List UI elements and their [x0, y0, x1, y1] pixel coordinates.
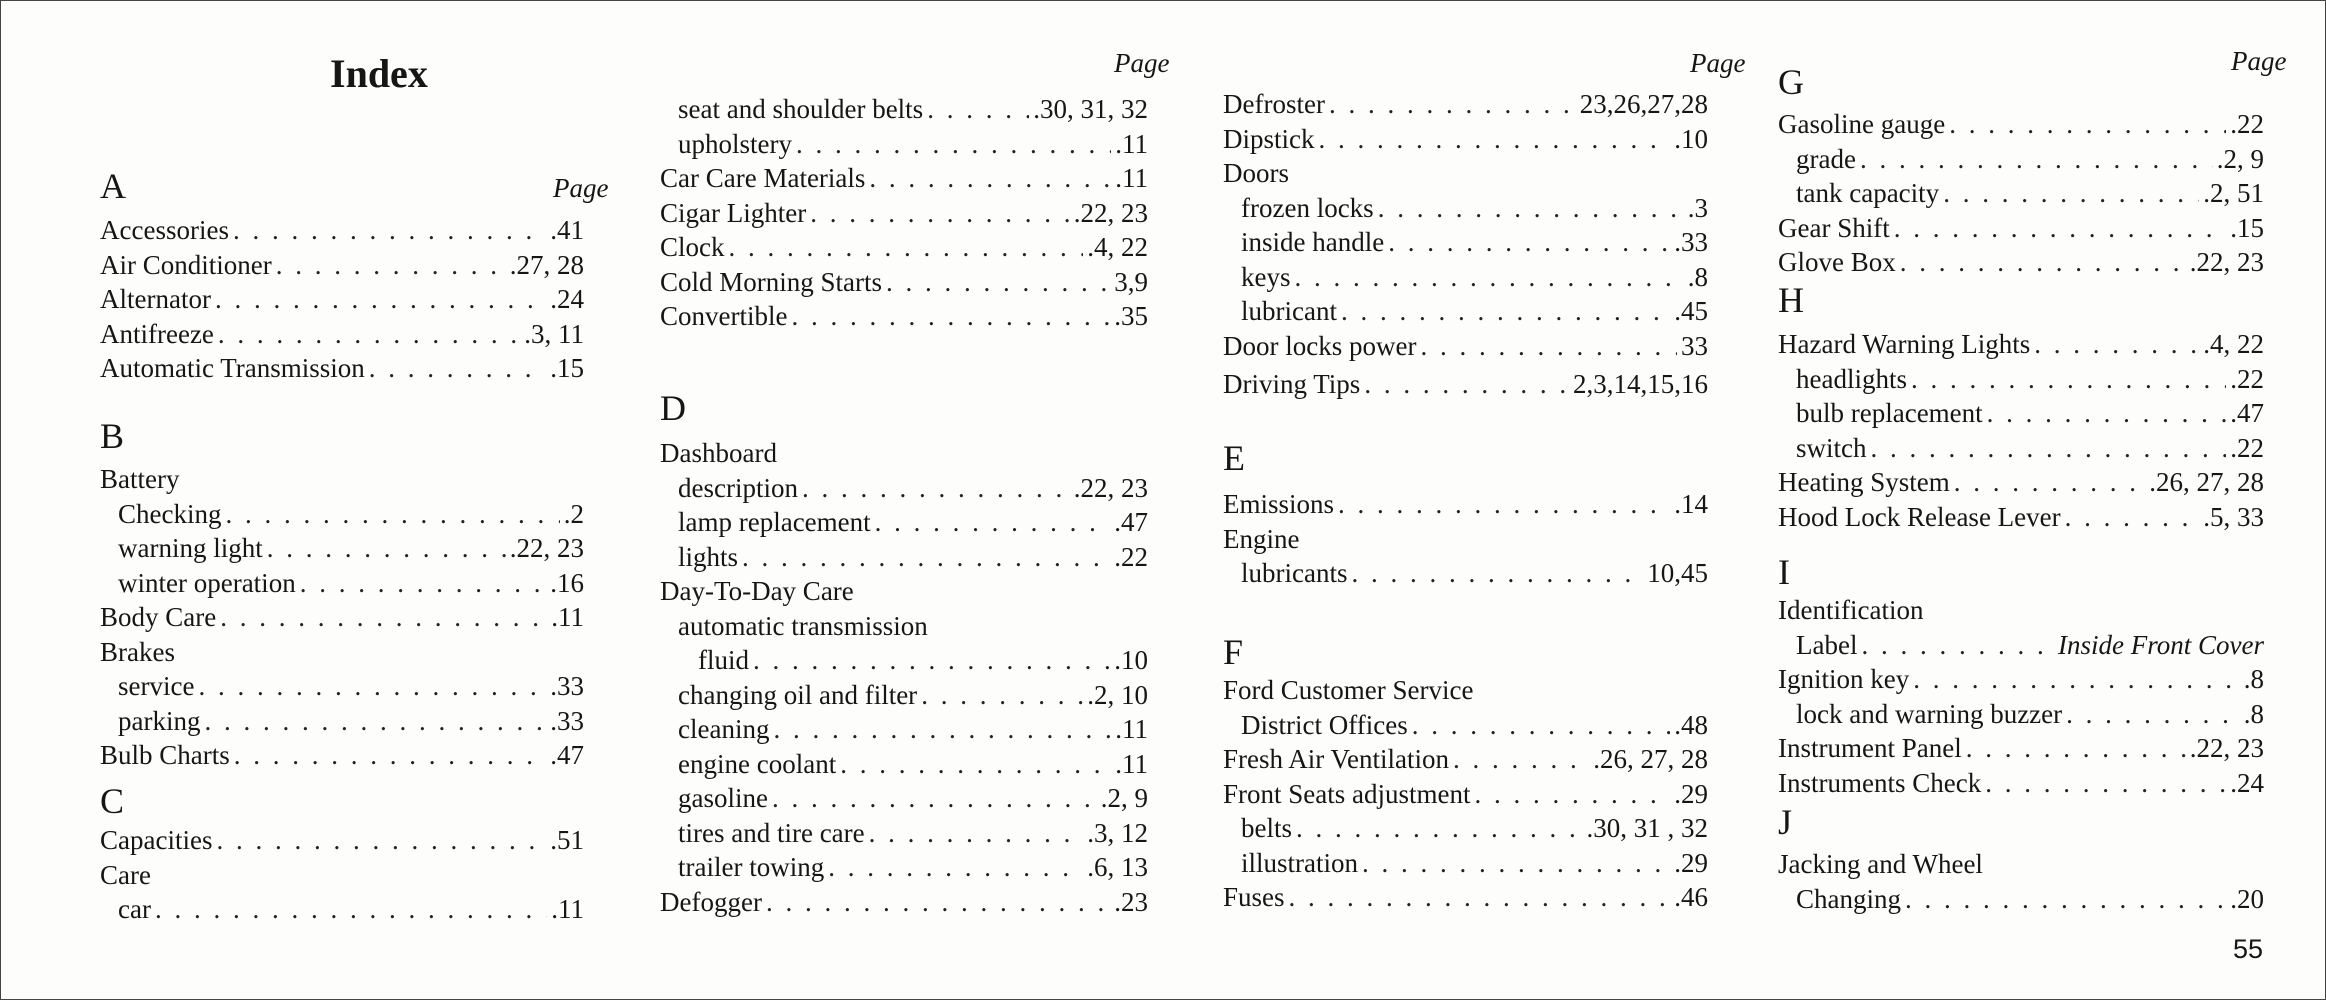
entry-label: District Offices	[1241, 709, 1408, 740]
dot-leader	[1341, 294, 1670, 328]
entry-label: Ford Customer Service	[1223, 675, 1474, 705]
index-entry	[698, 643, 1148, 677]
index-entry	[660, 196, 1148, 230]
entry-label: Battery	[100, 464, 180, 494]
index-entry	[100, 213, 584, 247]
index-entry	[1241, 294, 1708, 328]
entry-label: illustration	[1241, 847, 1358, 878]
page-header-col1: Page	[553, 173, 609, 203]
page-header-col4: Page	[2231, 46, 2287, 76]
entry-label: Heating System	[1778, 467, 1950, 497]
dot-leader	[198, 669, 546, 703]
entry-label: lights	[678, 541, 739, 572]
entry-label: Bulb Charts	[100, 740, 230, 770]
entry-pages: .51	[550, 825, 584, 855]
entry-pages: .45	[1674, 296, 1708, 326]
index-entry	[118, 892, 584, 926]
entry-label: Door locks power	[1223, 330, 1417, 361]
entry-label: seat and shoulder belts	[678, 94, 924, 124]
index-entry	[1796, 142, 2264, 176]
entry-label: belts	[1241, 813, 1292, 843]
index-entry	[678, 781, 1148, 815]
entry-label: Hood Lock Release Lever	[1778, 501, 2061, 532]
entry-label: Fuses	[1223, 882, 1285, 912]
dot-leader	[1943, 176, 2199, 210]
index-entry	[1778, 847, 2264, 881]
entry-label: fluid	[698, 645, 749, 675]
index-entry	[1223, 367, 1708, 401]
entry-label: inside handle	[1241, 227, 1385, 257]
dot-leader	[1474, 777, 1670, 811]
index-entry	[1223, 777, 1708, 811]
dot-leader	[1985, 766, 2226, 800]
index-entry	[100, 635, 584, 669]
entry-pages: .8	[1687, 261, 1708, 292]
entry-label: keys	[1241, 261, 1291, 292]
entry-pages: .47	[1114, 507, 1148, 537]
entry-pages: .26, 27, 28	[1593, 744, 1708, 774]
index-entry	[100, 738, 584, 772]
index-entry	[118, 669, 584, 703]
dot-leader	[234, 738, 546, 772]
entry-pages: .22, 23	[1073, 197, 1148, 228]
index-entry	[678, 609, 1148, 643]
entry-label: Brakes	[100, 636, 175, 667]
entry-pages: .4, 22	[1087, 232, 1148, 262]
entry-pages: .20	[2230, 883, 2264, 914]
entry-pages: .33	[1674, 227, 1708, 257]
index-entry	[660, 574, 1148, 608]
entry-label: lubricant	[1241, 296, 1337, 326]
entry-label: warning light	[118, 533, 263, 563]
entry-pages: .22, 23	[2189, 733, 2264, 763]
entry-label: service	[118, 671, 195, 701]
entry-pages: .3	[1687, 192, 1708, 223]
dot-leader	[791, 299, 1110, 333]
entry-label: Identification	[1778, 595, 1924, 625]
dot-leader	[1338, 487, 1670, 521]
index-entry	[1241, 846, 1708, 880]
entry-label: Cold Morning Starts	[660, 266, 883, 297]
index-entry	[1796, 882, 2264, 916]
section-letter: G	[1778, 62, 1804, 102]
entry-label: Instruments Check	[1778, 767, 1982, 798]
entry-label: description	[678, 472, 798, 503]
index-entry	[660, 265, 1148, 299]
index-entry	[1223, 673, 1708, 707]
section-letter: I	[1778, 552, 1790, 592]
index-title: Index	[330, 51, 428, 96]
dot-leader	[1949, 107, 2226, 141]
index-entry	[660, 230, 1148, 264]
index-entry	[1796, 697, 2264, 731]
entry-pages: .33	[550, 671, 584, 701]
entry-pages: .22	[2230, 432, 2264, 463]
index-entry	[1778, 327, 2264, 361]
dot-leader	[218, 317, 520, 351]
index-entry	[660, 885, 1148, 919]
entry-pages: .4, 22	[2203, 329, 2264, 359]
entry-label: lubricants	[1241, 558, 1348, 588]
index-entry	[1223, 880, 1708, 914]
dot-leader	[753, 643, 1110, 677]
section-letter: C	[100, 781, 125, 821]
entry-label: Gear Shift	[1778, 212, 1890, 243]
dot-leader	[869, 816, 1084, 850]
entry-label: Alternator	[100, 284, 211, 314]
index-entry	[1241, 191, 1708, 225]
entry-pages: .11	[551, 894, 584, 924]
entry-pages: .48	[1674, 709, 1708, 740]
entry-pages: .33	[550, 705, 584, 736]
index-entry	[1223, 487, 1708, 521]
index-entry	[678, 92, 1148, 126]
index-entry	[1778, 465, 2264, 499]
dot-leader	[220, 600, 547, 634]
entry-pages: .24	[550, 284, 584, 314]
index-entry	[1778, 731, 2264, 765]
dot-leader	[1295, 260, 1684, 294]
index-entry	[1796, 176, 2264, 210]
entry-label: tires and tire care	[678, 817, 865, 848]
index-entry	[678, 850, 1148, 884]
index-entry	[1778, 500, 2264, 534]
dot-leader	[1954, 465, 2146, 499]
entry-pages: .2	[563, 498, 584, 529]
entry-pages: .6, 13	[1087, 852, 1148, 882]
entry-pages: .22, 23	[1073, 472, 1148, 503]
index-entry	[1778, 245, 2264, 279]
entry-label: Capacities	[100, 825, 213, 855]
entry-label: Instrument Panel	[1778, 733, 1962, 763]
dot-leader	[927, 92, 1029, 126]
entry-label: Air Conditioner	[100, 249, 272, 280]
entry-label: Car Care Materials	[660, 163, 866, 193]
dot-leader	[840, 747, 1111, 781]
entry-pages: .41	[550, 215, 584, 245]
entry-pages: .11	[1115, 163, 1148, 193]
entry-pages: .2, 51	[2203, 178, 2264, 208]
index-entry	[678, 505, 1148, 539]
dot-leader	[2034, 327, 2199, 361]
section-letter: E	[1223, 438, 1245, 478]
index-entry	[100, 351, 584, 385]
dot-leader	[267, 531, 506, 565]
entry-pages: Inside Front Cover	[2058, 629, 2264, 660]
dot-leader	[1966, 731, 2186, 765]
entry-pages: .5, 33	[2203, 501, 2264, 532]
index-entry	[1223, 329, 1708, 363]
dot-leader	[1911, 362, 2226, 396]
entry-pages: .27, 28	[509, 249, 584, 280]
entry-pages: .23	[1114, 886, 1148, 917]
entry-label: Defogger	[660, 886, 762, 917]
index-entry	[100, 600, 584, 634]
entry-pages: 2,3,14,15,16	[1573, 368, 1708, 399]
entry-pages: .10	[1674, 123, 1708, 154]
index-entry	[1223, 522, 1708, 556]
dot-leader	[300, 566, 547, 600]
entry-pages: .3, 11	[524, 318, 584, 349]
entry-label: Day-To-Day Care	[660, 576, 854, 606]
index-entry	[1241, 225, 1708, 259]
dot-leader	[729, 230, 1084, 264]
entry-label: cleaning	[678, 714, 770, 744]
dot-leader	[1362, 846, 1670, 880]
index-entry	[118, 497, 584, 531]
entry-label: Body Care	[100, 602, 217, 632]
dot-leader	[875, 505, 1111, 539]
index-entry	[1778, 593, 2264, 627]
dot-leader	[369, 351, 546, 385]
entry-label: winter operation	[118, 567, 296, 598]
entry-pages: .30, 31, 32	[1033, 94, 1148, 124]
entry-pages: .35	[1114, 301, 1148, 331]
entry-pages: .2, 10	[1087, 679, 1148, 710]
page-header-col2: Page	[1114, 48, 1170, 78]
entry-label: Fresh Air Ventilation	[1223, 744, 1449, 774]
entry-label: Engine	[1223, 523, 1300, 554]
entry-label: bulb replacement	[1796, 398, 1983, 428]
entry-label: engine coolant	[678, 748, 837, 779]
index-entry	[1796, 362, 2264, 396]
entry-pages: .22	[1114, 541, 1148, 572]
index-entry	[1241, 708, 1708, 742]
dot-leader	[204, 704, 546, 738]
dot-leader	[1296, 811, 1583, 845]
dot-leader	[216, 823, 546, 857]
index-entry	[100, 823, 584, 857]
entry-label: Front Seats adjustment	[1223, 778, 1471, 809]
entry-pages: .22	[2230, 109, 2264, 139]
entry-pages: .24	[2230, 767, 2264, 798]
entry-pages: .8	[2243, 698, 2264, 729]
entry-label: Automatic Transmission	[100, 353, 365, 383]
entry-label: Cigar Lighter	[660, 197, 807, 228]
entry-label: Dashboard	[660, 438, 777, 468]
entry-label: frozen locks	[1241, 192, 1374, 223]
entry-pages: .26, 27, 28	[2149, 467, 2264, 497]
entry-label: Jacking and Wheel	[1778, 849, 1983, 879]
entry-pages: 33	[1681, 330, 1708, 361]
entry-label: Clock	[660, 232, 725, 262]
dot-leader	[1364, 367, 1569, 401]
page-header-col3: Page	[1690, 48, 1746, 78]
section-letter: F	[1223, 632, 1244, 672]
dot-leader	[1378, 191, 1684, 225]
dot-leader	[215, 282, 546, 316]
index-entry	[1778, 662, 2264, 696]
dot-leader	[1860, 142, 2213, 176]
entry-pages: .46	[1674, 882, 1708, 912]
entry-label: Changing	[1796, 883, 1901, 914]
dot-leader	[225, 497, 559, 531]
index-entry	[660, 161, 1148, 195]
index-entry	[1223, 87, 1708, 121]
entry-label: trailer towing	[678, 852, 825, 882]
entry-pages: .3, 12	[1087, 817, 1148, 848]
entry-label: Label	[1796, 629, 1858, 660]
entry-label: Gasoline gauge	[1778, 109, 1946, 139]
entry-pages: .29	[1674, 847, 1708, 878]
entry-label: car	[118, 894, 151, 924]
section-letter: A	[100, 166, 126, 206]
entry-label: grade	[1796, 143, 1856, 174]
entry-pages: .2, 9	[1100, 783, 1148, 813]
dot-leader	[869, 161, 1111, 195]
dot-leader	[772, 781, 1097, 815]
dot-leader	[766, 885, 1110, 919]
entry-label: parking	[118, 705, 201, 736]
entry-label: Driving Tips	[1223, 368, 1361, 399]
entry-pages: .11	[1115, 128, 1148, 159]
entry-label: switch	[1796, 432, 1867, 463]
dot-leader	[276, 248, 506, 282]
dot-leader	[1453, 742, 1589, 776]
index-entry	[678, 747, 1148, 781]
entry-label: Convertible	[660, 301, 788, 331]
index-entry	[1241, 811, 1708, 845]
entry-pages: .16	[550, 567, 584, 598]
index-entry	[678, 816, 1148, 850]
dot-leader	[1861, 628, 2054, 662]
dot-leader	[1319, 122, 1671, 156]
entry-label: Antifreeze	[100, 318, 214, 349]
index-entry	[1778, 766, 2264, 800]
dot-leader	[796, 127, 1111, 161]
entry-pages: .29	[1674, 778, 1708, 809]
entry-label: headlights	[1796, 363, 1907, 394]
dot-leader	[233, 213, 546, 247]
dot-leader	[1987, 396, 2227, 430]
entry-label: Accessories	[100, 215, 229, 245]
entry-label: Glove Box	[1778, 247, 1896, 277]
entry-label: automatic transmission	[678, 610, 928, 641]
dot-leader	[2066, 697, 2240, 731]
dot-leader	[1351, 556, 1643, 590]
index-entry	[100, 248, 584, 282]
entry-pages: .10	[1114, 645, 1148, 675]
entry-pages: .22	[2230, 363, 2264, 394]
entry-pages: 23,26,27,28	[1579, 89, 1708, 119]
section-letter: J	[1778, 802, 1793, 842]
dot-leader	[802, 471, 1070, 505]
entry-label: tank capacity	[1796, 178, 1940, 208]
page-number: 55	[2233, 934, 2264, 964]
dot-leader	[1905, 882, 2226, 916]
entry-label: Emissions	[1223, 489, 1335, 519]
section-letter: D	[660, 388, 686, 428]
index-entry	[100, 858, 584, 892]
entry-pages: .47	[2230, 398, 2264, 428]
index-entry	[1796, 628, 2264, 662]
dot-leader	[155, 892, 547, 926]
dot-leader	[921, 678, 1083, 712]
dot-leader	[742, 540, 1110, 574]
index-entry	[1223, 742, 1708, 776]
index-entry	[678, 127, 1148, 161]
index-entry	[1796, 431, 2264, 465]
index-entry	[1778, 107, 2264, 141]
entry-pages: .8	[2243, 664, 2264, 694]
index-entry	[118, 531, 584, 565]
entry-label: Dipstick	[1223, 123, 1315, 154]
dot-leader	[1913, 662, 2240, 696]
entry-pages: .11	[1115, 748, 1148, 779]
index-entry	[118, 566, 584, 600]
index-entry	[660, 299, 1148, 333]
index-entry	[100, 462, 584, 496]
dot-leader	[1871, 431, 2227, 465]
section-letter: H	[1778, 280, 1804, 320]
index-entry	[678, 471, 1148, 505]
index-entry	[678, 540, 1148, 574]
entry-label: lock and warning buzzer	[1796, 698, 2063, 729]
dot-leader	[2065, 500, 2200, 534]
entry-label: Doors	[1223, 158, 1289, 188]
index-entry	[678, 678, 1148, 712]
dot-leader	[886, 265, 1110, 299]
dot-leader	[1329, 87, 1576, 121]
index-entry	[1241, 260, 1708, 294]
index-entry	[1778, 211, 2264, 245]
entry-label: Defroster	[1223, 89, 1325, 119]
dot-leader	[1289, 880, 1671, 914]
entry-pages: 10,45	[1647, 558, 1708, 588]
entry-pages: .22, 23	[509, 533, 584, 563]
entry-label: lamp replacement	[678, 507, 871, 537]
entry-pages: .15	[2230, 212, 2264, 243]
index-entry	[1241, 556, 1708, 590]
entry-pages: .14	[1674, 489, 1708, 519]
entry-pages: .2, 9	[2216, 143, 2264, 174]
dot-leader	[828, 850, 1083, 884]
entry-pages: .22, 23	[2189, 247, 2264, 277]
dot-leader	[810, 196, 1070, 230]
entry-label: changing oil and filter	[678, 679, 918, 710]
entry-label: Care	[100, 859, 151, 890]
dot-leader	[1900, 245, 2186, 279]
dot-leader	[1420, 329, 1677, 363]
dot-leader	[773, 712, 1111, 746]
index-entry	[660, 436, 1148, 470]
index-entry	[1223, 122, 1708, 156]
entry-pages: .47	[550, 740, 584, 770]
entry-pages: 3,9	[1114, 266, 1148, 297]
dot-leader	[1412, 708, 1671, 742]
index-entry	[1796, 396, 2264, 430]
entry-pages: .11	[1115, 714, 1148, 744]
entry-label: gasoline	[678, 783, 768, 813]
entry-label: Hazard Warning Lights	[1778, 329, 2031, 359]
dot-leader	[1388, 225, 1670, 259]
entry-label: Ignition key	[1778, 664, 1910, 694]
index-entry	[100, 317, 584, 351]
section-letter: B	[100, 416, 125, 456]
dot-leader	[1894, 211, 2227, 245]
index-entry	[678, 712, 1148, 746]
index-entry	[100, 282, 584, 316]
entry-pages: .30, 31 , 32	[1586, 813, 1708, 843]
entry-label: Checking	[118, 498, 222, 529]
entry-pages: .15	[550, 353, 584, 383]
entry-label: upholstery	[678, 128, 792, 159]
index-entry	[1223, 156, 1708, 190]
entry-pages: .11	[551, 602, 584, 632]
index-entry	[118, 704, 584, 738]
